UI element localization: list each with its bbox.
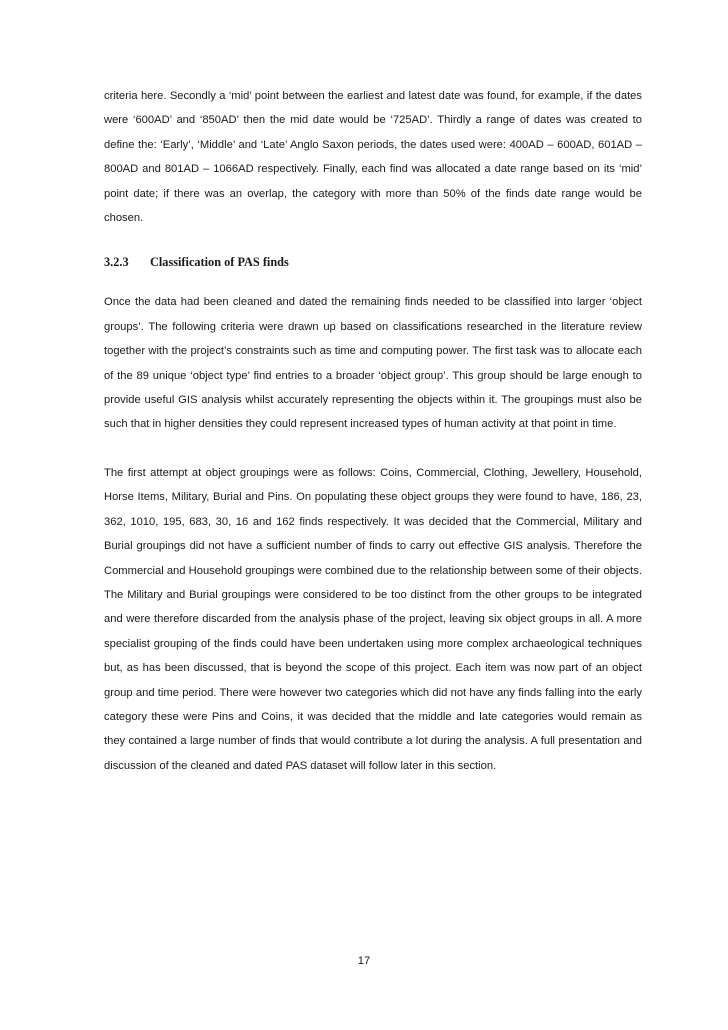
- section-title: Classification of PAS finds: [150, 255, 289, 270]
- paragraph-object-groupings: The first attempt at object groupings were as follows: Coins, Commercial, Clothing, Jewellery, Household, Horse Items, Military, Burial and Pins. On populating these object groups they were found to have, 186, 23, 362, 1010, 195, 683, 30, 16 and 162 finds respectively. It was decided that the Commercial, Military and Burial groupings did not have a sufficient number of finds to carry out effective GIS analysis. Therefore the Commercial and Household groupings were combined due to the relationship between some of their objects. The Military and Burial groupings were considered to be too distinct from the other groups to be integrated and were therefore discarded from the analysis phase of the project, leaving six object groups in all. A more specialist grouping of the finds could have been undertaken using more complex archaeological techniques but, as has been discussed, that is beyond the scope of this project. Each item was now part of an object group and time period. There were however two categories which did not have any finds falling into the early category these were Pins and Coins, it was decided that the middle and late categories would remain as they contained a large number of finds that would contribute a lot during the analysis. A full presentation and discussion of the cleaned and dated PAS dataset will follow later in this section.: [104, 466, 642, 772]
- page-number: 17: [357, 955, 371, 967]
- paragraph-dating-criteria: criteria here. Secondly a ‘mid’ point between the earliest and latest date was found, for example, if the dates were ‘600AD’ and ‘850AD’ then the mid date would be ‘725AD’. Thirdly a range of dates was created to define the: ‘Early’, ‘Middle’ and ‘Late’ Anglo Saxon periods, the dates used were: 400AD – 600AD, 601AD – 800AD and 801AD – 1066AD respectively. Finally, each find was allocated a date range based on its ‘mid’ point date; if there was an overlap, the category with more than 50% of the finds date range would be chosen.: [104, 90, 642, 225]
- paragraph-classification-intro: Once the data had been cleaned and dated the remaining finds needed to be classified into larger ‘object groups’. The following criteria were drawn up based on classifications researched in the literature review together with the project’s constraints such as time and computing power. The first task was to allocate each of the 89 unique ‘object type’ find entries to a broader ‘object group’. This group should be large enough to provide useful GIS analysis whilst accurately representing the objects within it. The groupings must also be such that in higher densities they could represent increased types of human activity at that point in time.: [104, 296, 642, 431]
- section-heading: [104, 252, 642, 272]
- section-number: 3.2.3: [104, 255, 129, 270]
- document-body: [104, 84, 642, 778]
